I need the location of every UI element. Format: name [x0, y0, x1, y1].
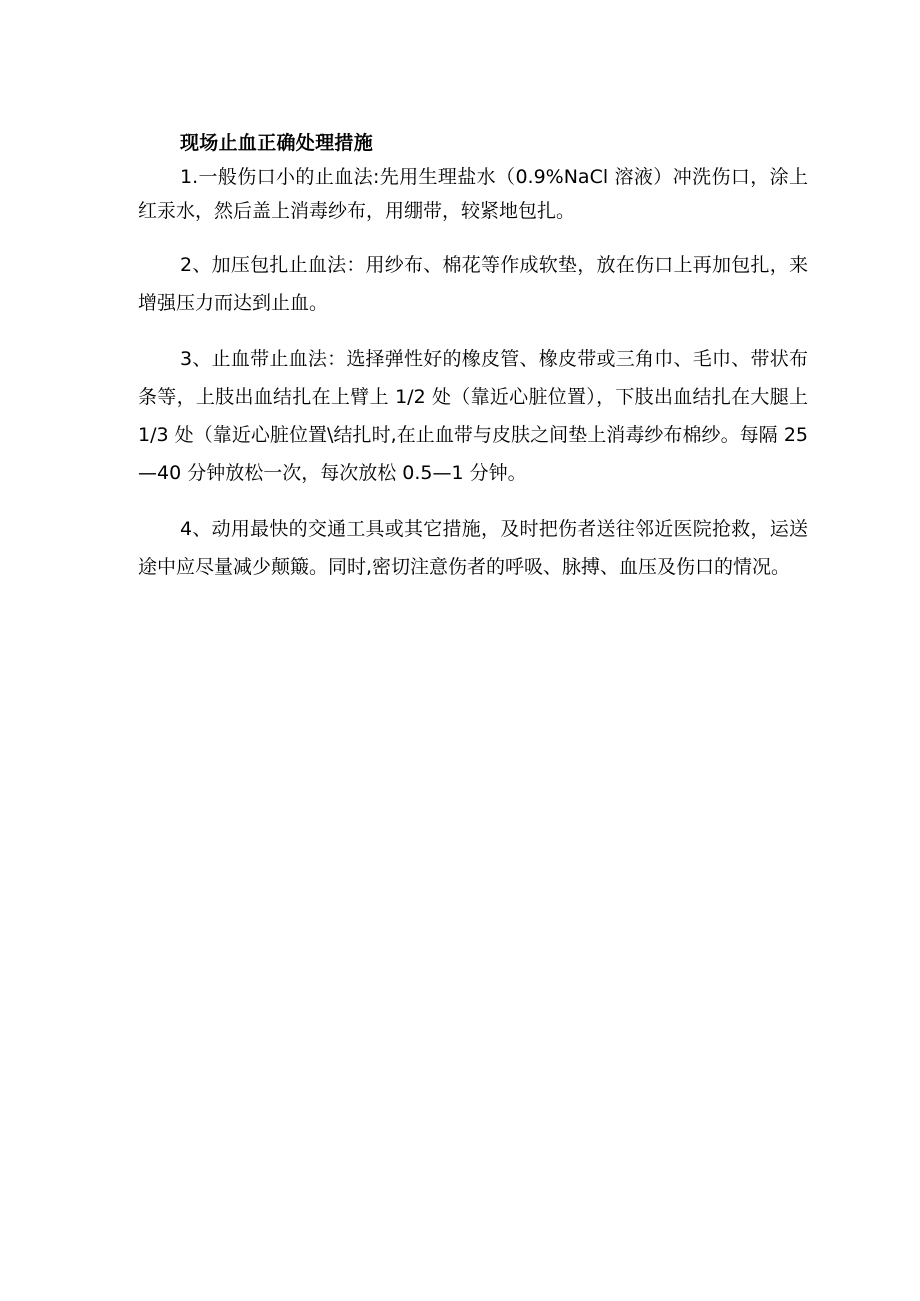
paragraph-3: 3、止血带止血法：选择弹性好的橡皮管、橡皮带或三角巾、毛巾、带状布条等，上肢出血结扎在上臂上 1/2 处（靠近心脏位置），下肢出血结扎在大腿上 1/3 处（靠近心脏位置\结扎时,在止血带与皮肤之间垫上消毒纱布棉纱。每隔 25—40 分钟放松一次，每次放松 0.5—1 分钟。 [138, 348, 808, 484]
document-body [138, 126, 808, 586]
document-title: 现场止血正确处理措施 [180, 132, 374, 154]
paragraph-1: 1.一般伤口小的止血法:先用生理盐水（0.9%NaCl 溶液）冲洗伤口，涂上红汞水，然后盖上消毒纱布，用绷带，较紧地包扎。 [138, 166, 808, 222]
paragraph-2: 2、加压包扎止血法：用纱布、棉花等作成软垫，放在伤口上再加包扎，来增强压力而达到止血。 [138, 254, 808, 314]
paragraph-4: 4、动用最快的交通工具或其它措施，及时把伤者送往邻近医院抢救，运送途中应尽量减少颠簸。同时,密切注意伤者的呼吸、脉搏、血压及伤口的情况。 [138, 518, 808, 578]
